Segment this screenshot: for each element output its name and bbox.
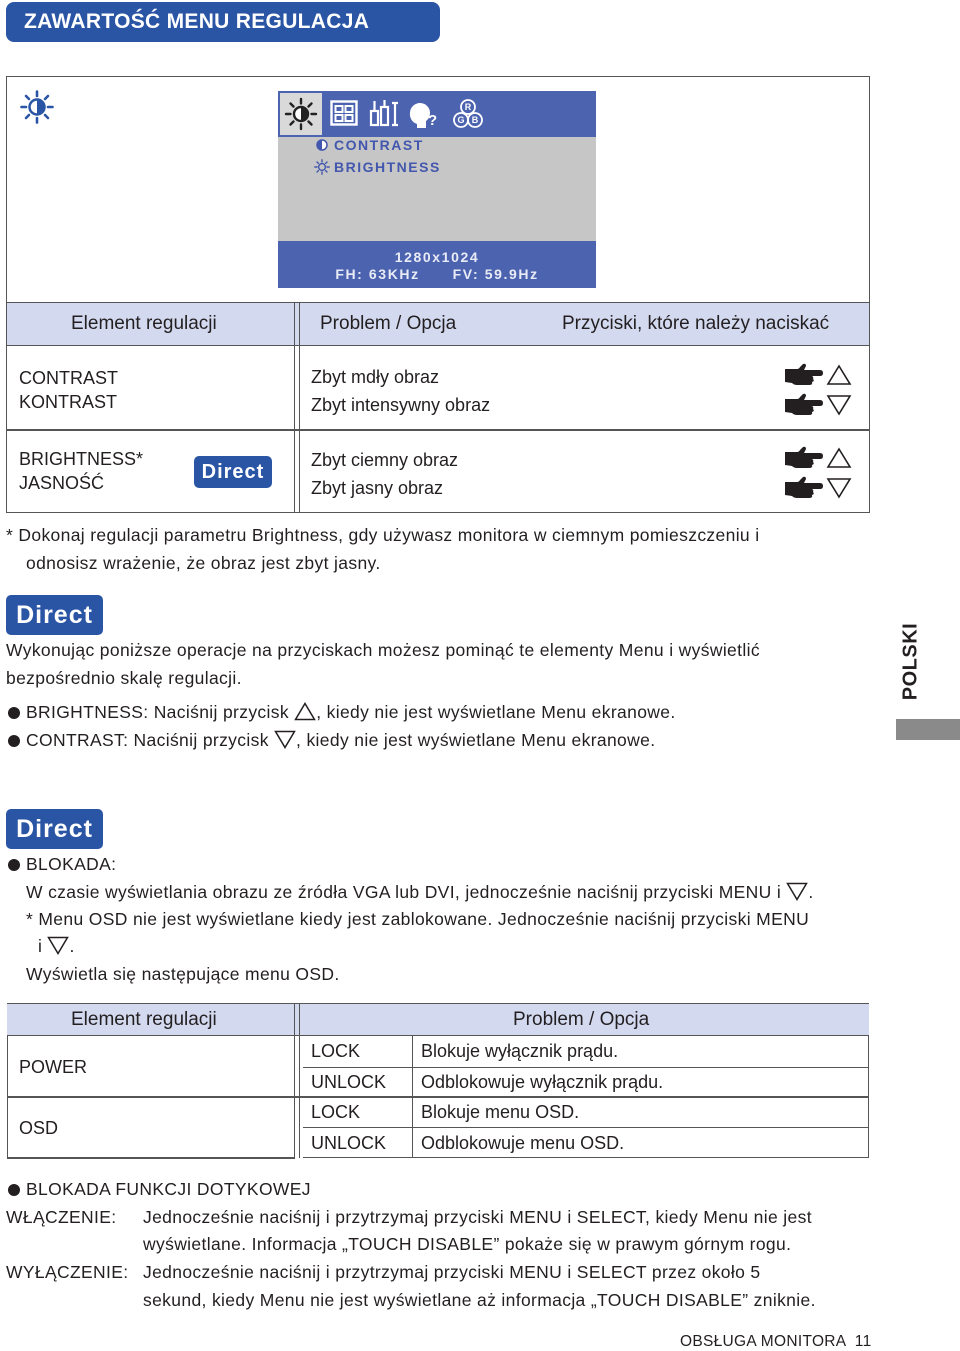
bullet-dot bbox=[8, 707, 20, 719]
pointing-hand-icon bbox=[783, 476, 823, 500]
osd-rgb-b: B bbox=[471, 115, 479, 125]
touch-bullet-title: BLOKADA FUNKCJI DOTYKOWEJ bbox=[26, 1179, 311, 1199]
table2-bottom-border bbox=[7, 1157, 295, 1159]
osd-icon-bar bbox=[278, 91, 596, 137]
up-triangle-icon bbox=[826, 447, 852, 469]
table2-row-divider bbox=[7, 1096, 869, 1098]
table2-row2-key1: LOCK bbox=[311, 1102, 361, 1122]
osd-color-rgb-icon bbox=[450, 96, 486, 132]
contrast-icon bbox=[316, 139, 328, 151]
table2-left-border bbox=[7, 1036, 8, 1158]
osd-screen bbox=[278, 91, 596, 288]
osd-picture-icon bbox=[330, 100, 358, 126]
pointing-hand-icon bbox=[783, 393, 823, 417]
lock-text-line3-start: i bbox=[38, 936, 48, 956]
direct1-bullet-brightness bbox=[26, 699, 676, 726]
direct1-text-line1: Wykonując poniższe operacje na przyciskach możesz pominąć te elementy Menu i wyświetlić bbox=[6, 640, 760, 660]
direct1-bullet-brightness-after: , kiedy nie jest wyświetlane Menu ekranowe. bbox=[316, 702, 676, 722]
pointing-hand-icon bbox=[783, 363, 823, 387]
lock-text-line1 bbox=[26, 879, 814, 906]
touch-off-line1: Jednocześnie naciśnij i przytrzymaj przyciski MENU i SELECT przez około 5 bbox=[143, 1262, 761, 1282]
table2-column-divider bbox=[294, 1003, 300, 1158]
table2-row1-key1: LOCK bbox=[311, 1041, 361, 1061]
table1-header-element: Element regulacji bbox=[71, 313, 217, 334]
direct-badge-large: Direct bbox=[6, 595, 103, 635]
lock-text-line2: * Menu OSD nie jest wyświetlane kiedy jest zablokowane. Jednocześnie naciśnij przyciski MENU bbox=[26, 909, 810, 929]
lock-text-line3 bbox=[38, 933, 75, 960]
table2-row2-key2: UNLOCK bbox=[311, 1133, 387, 1153]
table2-header-problem: Problem / Opcja bbox=[513, 1009, 650, 1030]
table1-row-divider bbox=[7, 429, 869, 431]
language-side-tab bbox=[892, 610, 932, 720]
table1-header bbox=[7, 302, 869, 346]
table1-header-buttons: Przyciski, które należy naciskać bbox=[562, 313, 830, 334]
lock-text-line1-end: . bbox=[808, 882, 814, 902]
down-triangle-icon bbox=[47, 936, 69, 955]
page-header-title: ZAWARTOŚĆ MENU REGULACJA bbox=[6, 2, 440, 42]
table2-row2-desc1: Blokuje menu OSD. bbox=[421, 1102, 580, 1122]
table1-row1-problems bbox=[311, 363, 490, 419]
touch-on-line1: Jednocześnie naciśnij i przytrzymaj przyciski MENU i SELECT, kiedy Menu nie jest bbox=[143, 1207, 812, 1227]
direct1-text-line2: bezpośrednio skalę regulacji. bbox=[6, 668, 242, 688]
down-triangle-icon bbox=[826, 477, 852, 499]
direct-badge-small: Direct bbox=[194, 456, 272, 488]
lock-text-line3-end: . bbox=[69, 936, 75, 956]
osd-item-contrast[interactable]: CONTRAST bbox=[334, 137, 424, 153]
touch-on-line2: wyświetlane. Informacja „TOUCH DISABLE” pokaże się w prawym górnym rogu. bbox=[143, 1234, 792, 1254]
table2-row1-element: POWER bbox=[19, 1057, 88, 1077]
bullet-dot bbox=[8, 735, 20, 747]
up-triangle-icon bbox=[826, 364, 852, 386]
direct-badge-large: Direct bbox=[6, 809, 103, 849]
brightness-icon bbox=[20, 90, 54, 124]
table1-row2-problems bbox=[311, 446, 458, 502]
up-triangle-icon bbox=[294, 702, 316, 721]
brightness-note-line2: odnosisz wrażenie, że obraz jest zbyt jasny. bbox=[26, 553, 381, 573]
osd-info-bar bbox=[278, 241, 596, 288]
table1-row1-problem-1: Zbyt mdły obraz bbox=[311, 367, 440, 387]
osd-small-brightness-icon bbox=[314, 159, 330, 175]
language-tab-bar bbox=[896, 719, 960, 740]
table2-row2-desc2: Odblokowuje menu OSD. bbox=[421, 1133, 625, 1153]
table2-row1-key2: UNLOCK bbox=[311, 1072, 387, 1092]
down-triangle-icon bbox=[786, 882, 808, 901]
table1-row2-element-en: BRIGHTNESS* bbox=[19, 449, 144, 469]
lock-text-line4: Wyświetla się następujące menu OSD. bbox=[26, 964, 340, 984]
osd-rgb-g: G bbox=[457, 115, 465, 125]
osd-brightness-icon bbox=[284, 97, 318, 131]
lock-text-line1-main: W czasie wyświetlania obrazu ze źródła VGA lub DVI, jednocześnie naciśnij przyciski MENU i bbox=[26, 882, 787, 902]
bullet-dot bbox=[8, 1184, 20, 1196]
table1-header-problem: Problem / Opcja bbox=[320, 313, 457, 334]
table2-sub-divider bbox=[303, 1127, 869, 1128]
table2-row1-desc1: Blokuje wyłącznik prądu. bbox=[421, 1041, 619, 1061]
lock-bullet-title: BLOKADA: bbox=[26, 854, 117, 874]
table1-column-divider bbox=[294, 302, 300, 512]
table2-row1-desc2: Odblokowuje wyłącznik prądu. bbox=[421, 1072, 664, 1092]
osd-frequency: FH: 63KHz FV: 59.9Hz bbox=[335, 266, 539, 282]
direct1-bullet-contrast-before: CONTRAST: Naciśnij przycisk bbox=[26, 730, 275, 750]
table1-row1-element-pl: KONTRAST bbox=[19, 392, 118, 412]
page-footer: OBSŁUGA MONITORA 11 bbox=[680, 1333, 872, 1350]
table1-row2-problem-2: Zbyt jasny obraz bbox=[311, 478, 444, 498]
table2-row2-element: OSD bbox=[19, 1118, 59, 1138]
direct1-bullet-contrast-after: , kiedy nie jest wyświetlane Menu ekranowe. bbox=[296, 730, 656, 750]
down-triangle-icon bbox=[274, 730, 296, 749]
touch-on-label: WŁĄCZENIE: bbox=[6, 1207, 117, 1227]
table1-row2-element-pl: JASNOŚĆ bbox=[19, 473, 105, 493]
table1-row1-element bbox=[19, 366, 118, 414]
osd-help-question: ? bbox=[428, 112, 438, 129]
pointing-hand-icon bbox=[783, 446, 823, 470]
osd-help-icon bbox=[406, 97, 442, 131]
touch-off-label: WYŁĄCZENIE: bbox=[6, 1262, 129, 1282]
table1-row1-problem-2: Zbyt intensywny obraz bbox=[311, 395, 491, 415]
direct1-bullet-contrast bbox=[26, 727, 655, 754]
lock-table bbox=[7, 1003, 869, 1158]
table2-key-divider bbox=[412, 1036, 413, 1158]
bullet-dot bbox=[8, 859, 20, 871]
table2-header bbox=[7, 1003, 869, 1036]
brightness-note-line1: * Dokonaj regulacji parametru Brightness, gdy używasz monitora w ciemnym pomieszczeniu i bbox=[6, 525, 760, 545]
down-triangle-icon bbox=[826, 394, 852, 416]
osd-rgb-r: R bbox=[464, 102, 472, 112]
osd-item-brightness[interactable]: BRIGHTNESS bbox=[334, 159, 441, 175]
osd-setup-icon bbox=[368, 97, 402, 129]
table2-header-element: Element regulacji bbox=[71, 1009, 217, 1030]
language-label: POLSKI bbox=[899, 622, 922, 701]
table1-row2-problem-1: Zbyt ciemny obraz bbox=[311, 450, 459, 470]
touch-off-line2: sekund, kiedy Menu nie jest wyświetlane aż informacja „TOUCH DISABLE” zniknie. bbox=[143, 1290, 816, 1310]
osd-resolution: 1280x1024 bbox=[394, 249, 480, 265]
table2-sub-divider bbox=[303, 1067, 869, 1068]
table1-row1-element-en: CONTRAST bbox=[19, 368, 118, 388]
table1-row2-element bbox=[19, 447, 143, 495]
direct1-bullet-brightness-before: BRIGHTNESS: Naciśnij przycisk bbox=[26, 702, 295, 722]
